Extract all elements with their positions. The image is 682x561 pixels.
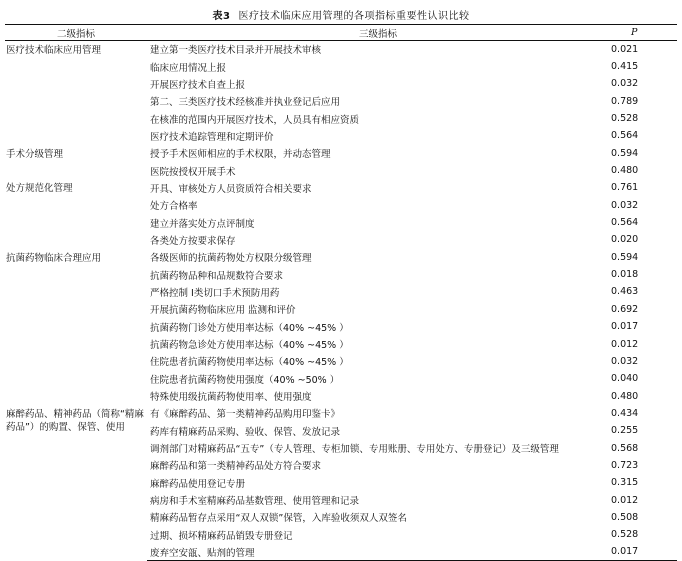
third-level-indicator: 建立第一类医疗技术目录并开展技术审核 bbox=[150, 45, 322, 57]
third-level-indicator: 有《麻醉药品、第一类精神药品购用印鉴卡》 bbox=[150, 409, 341, 421]
second-level-indicator: 医疗技术临床应用管理 bbox=[6, 45, 102, 56]
third-level-indicator: 第二、三类医疗技术经核准并执业登记后应用 bbox=[150, 97, 341, 109]
p-value: 0.723 bbox=[611, 459, 639, 471]
p-value: 0.594 bbox=[611, 251, 639, 263]
p-value: 0.528 bbox=[611, 529, 639, 541]
p-value: 0.789 bbox=[611, 95, 639, 107]
third-level-indicator: 临床应用情况上报 bbox=[150, 62, 227, 74]
header-p-value: P bbox=[609, 25, 677, 41]
p-value: 0.480 bbox=[611, 165, 639, 177]
third-level-indicator: 麻醉药品使用登记专册 bbox=[150, 478, 246, 490]
indicator-table bbox=[5, 24, 677, 561]
third-level-indicator: 调剂部门对精麻药品“五专”（专人管理、专柜加锁、专用账册、专用处方、专册登记）及三级管理 bbox=[150, 444, 559, 456]
p-value: 0.017 bbox=[609, 543, 677, 560]
table-body bbox=[5, 41, 677, 561]
p-value: 0.463 bbox=[611, 286, 639, 298]
third-level-indicator: 各类处方按要求保存 bbox=[150, 235, 236, 247]
p-value: 0.021 bbox=[611, 43, 639, 55]
p-value: 0.020 bbox=[611, 234, 639, 246]
third-level-indicator: 开具、审核处方人员资质符合相关要求 bbox=[150, 183, 312, 195]
table-caption bbox=[0, 7, 682, 22]
third-level-indicator: 抗菌药物门诊处方使用率达标（40% ~45% ） bbox=[150, 322, 349, 334]
third-level-indicator: 病房和手术室精麻药品基数管理、使用管理和记录 bbox=[150, 496, 360, 508]
table-row bbox=[5, 249, 677, 266]
p-value: 0.594 bbox=[611, 147, 639, 159]
p-value: 0.692 bbox=[611, 303, 639, 315]
p-value: 0.480 bbox=[611, 390, 639, 402]
p-value: 0.761 bbox=[611, 182, 639, 194]
p-value: 0.018 bbox=[611, 269, 639, 281]
third-level-indicator: 过期、损坏精麻药品销毁专册登记 bbox=[150, 530, 293, 542]
third-level-indicator: 特殊使用级抗菌药物使用率、使用强度 bbox=[150, 392, 312, 404]
third-level-indicator: 开展医疗技术自查上报 bbox=[150, 79, 246, 91]
p-value: 0.032 bbox=[611, 199, 639, 211]
p-value: 0.434 bbox=[611, 407, 639, 419]
third-level-indicator: 建立并落实处方点评制度 bbox=[150, 218, 255, 230]
p-value: 0.040 bbox=[611, 373, 639, 385]
table-row bbox=[5, 405, 677, 422]
table-number: 表3 bbox=[212, 11, 231, 22]
p-value: 0.017 bbox=[611, 321, 639, 333]
table-row bbox=[5, 41, 677, 58]
second-level-indicator: 手术分级管理 bbox=[6, 148, 64, 160]
table-title: 医疗技术临床应用管理的各项指标重要性认识比较 bbox=[238, 11, 470, 22]
table-row bbox=[5, 179, 677, 196]
third-level-indicator: 精麻药品暂存点采用“双人双锁”保管，入库验收须双人双签名 bbox=[150, 513, 407, 525]
p-value: 0.508 bbox=[611, 511, 639, 523]
second-level-indicator: 麻醉药品、精神药品（简称“精麻药品”）的购置、保管、使用 bbox=[6, 408, 144, 433]
second-level-indicator: 处方规范化管理 bbox=[6, 183, 73, 195]
p-value: 0.568 bbox=[611, 442, 639, 454]
third-level-indicator: 抗菌药物急诊处方使用率达标（40% ~45% ） bbox=[150, 340, 349, 352]
third-level-indicator: 在核准的范围内开展医疗技术，人员具有相应资质 bbox=[150, 114, 360, 126]
p-value: 0.315 bbox=[611, 477, 639, 489]
third-level-indicator: 严格控制 I类切口手术预防用药 bbox=[150, 287, 280, 299]
p-value: 0.032 bbox=[611, 355, 639, 367]
third-level-indicator: 药库有精麻药品采购、验收、保管、发放记录 bbox=[150, 426, 341, 438]
p-value: 0.564 bbox=[611, 130, 639, 142]
header-second-level: 二级指标 bbox=[5, 25, 147, 41]
third-level-indicator: 抗菌药物品种和品规数符合要求 bbox=[150, 270, 284, 282]
third-level-indicator: 废弃空安瓿、贴剂的管理 bbox=[147, 543, 609, 560]
third-level-indicator: 处方合格率 bbox=[150, 201, 198, 213]
third-level-indicator: 医院按授权开展手术 bbox=[150, 166, 236, 178]
second-level-indicator: 抗菌药物临床合理应用 bbox=[6, 252, 102, 264]
p-value: 0.255 bbox=[611, 425, 639, 437]
p-value: 0.012 bbox=[611, 338, 639, 350]
third-level-indicator: 住院患者抗菌药物使用率达标（40% ~45% ） bbox=[150, 357, 349, 369]
header-row bbox=[5, 25, 677, 41]
p-value: 0.032 bbox=[611, 78, 639, 90]
third-level-indicator: 开展抗菌药物临床应用 监测和评价 bbox=[150, 305, 296, 317]
p-value: 0.415 bbox=[611, 61, 639, 73]
p-value: 0.012 bbox=[611, 494, 639, 506]
p-value: 0.528 bbox=[611, 113, 639, 125]
table-row bbox=[5, 145, 677, 162]
third-level-indicator: 住院患者抗菌药物使用强度（40% ~50% ） bbox=[150, 374, 340, 386]
p-value: 0.564 bbox=[611, 217, 639, 229]
third-level-indicator: 医疗技术追踪管理和定期评价 bbox=[150, 131, 274, 143]
third-level-indicator: 授予手术医师相应的手术权限，并动态管理 bbox=[150, 149, 331, 161]
third-level-indicator: 麻醉药品和第一类精神药品处方符合要求 bbox=[150, 461, 322, 473]
third-level-indicator: 各级医师的抗菌药物处方权限分级管理 bbox=[150, 253, 312, 265]
header-third-level: 三级指标 bbox=[147, 25, 609, 41]
